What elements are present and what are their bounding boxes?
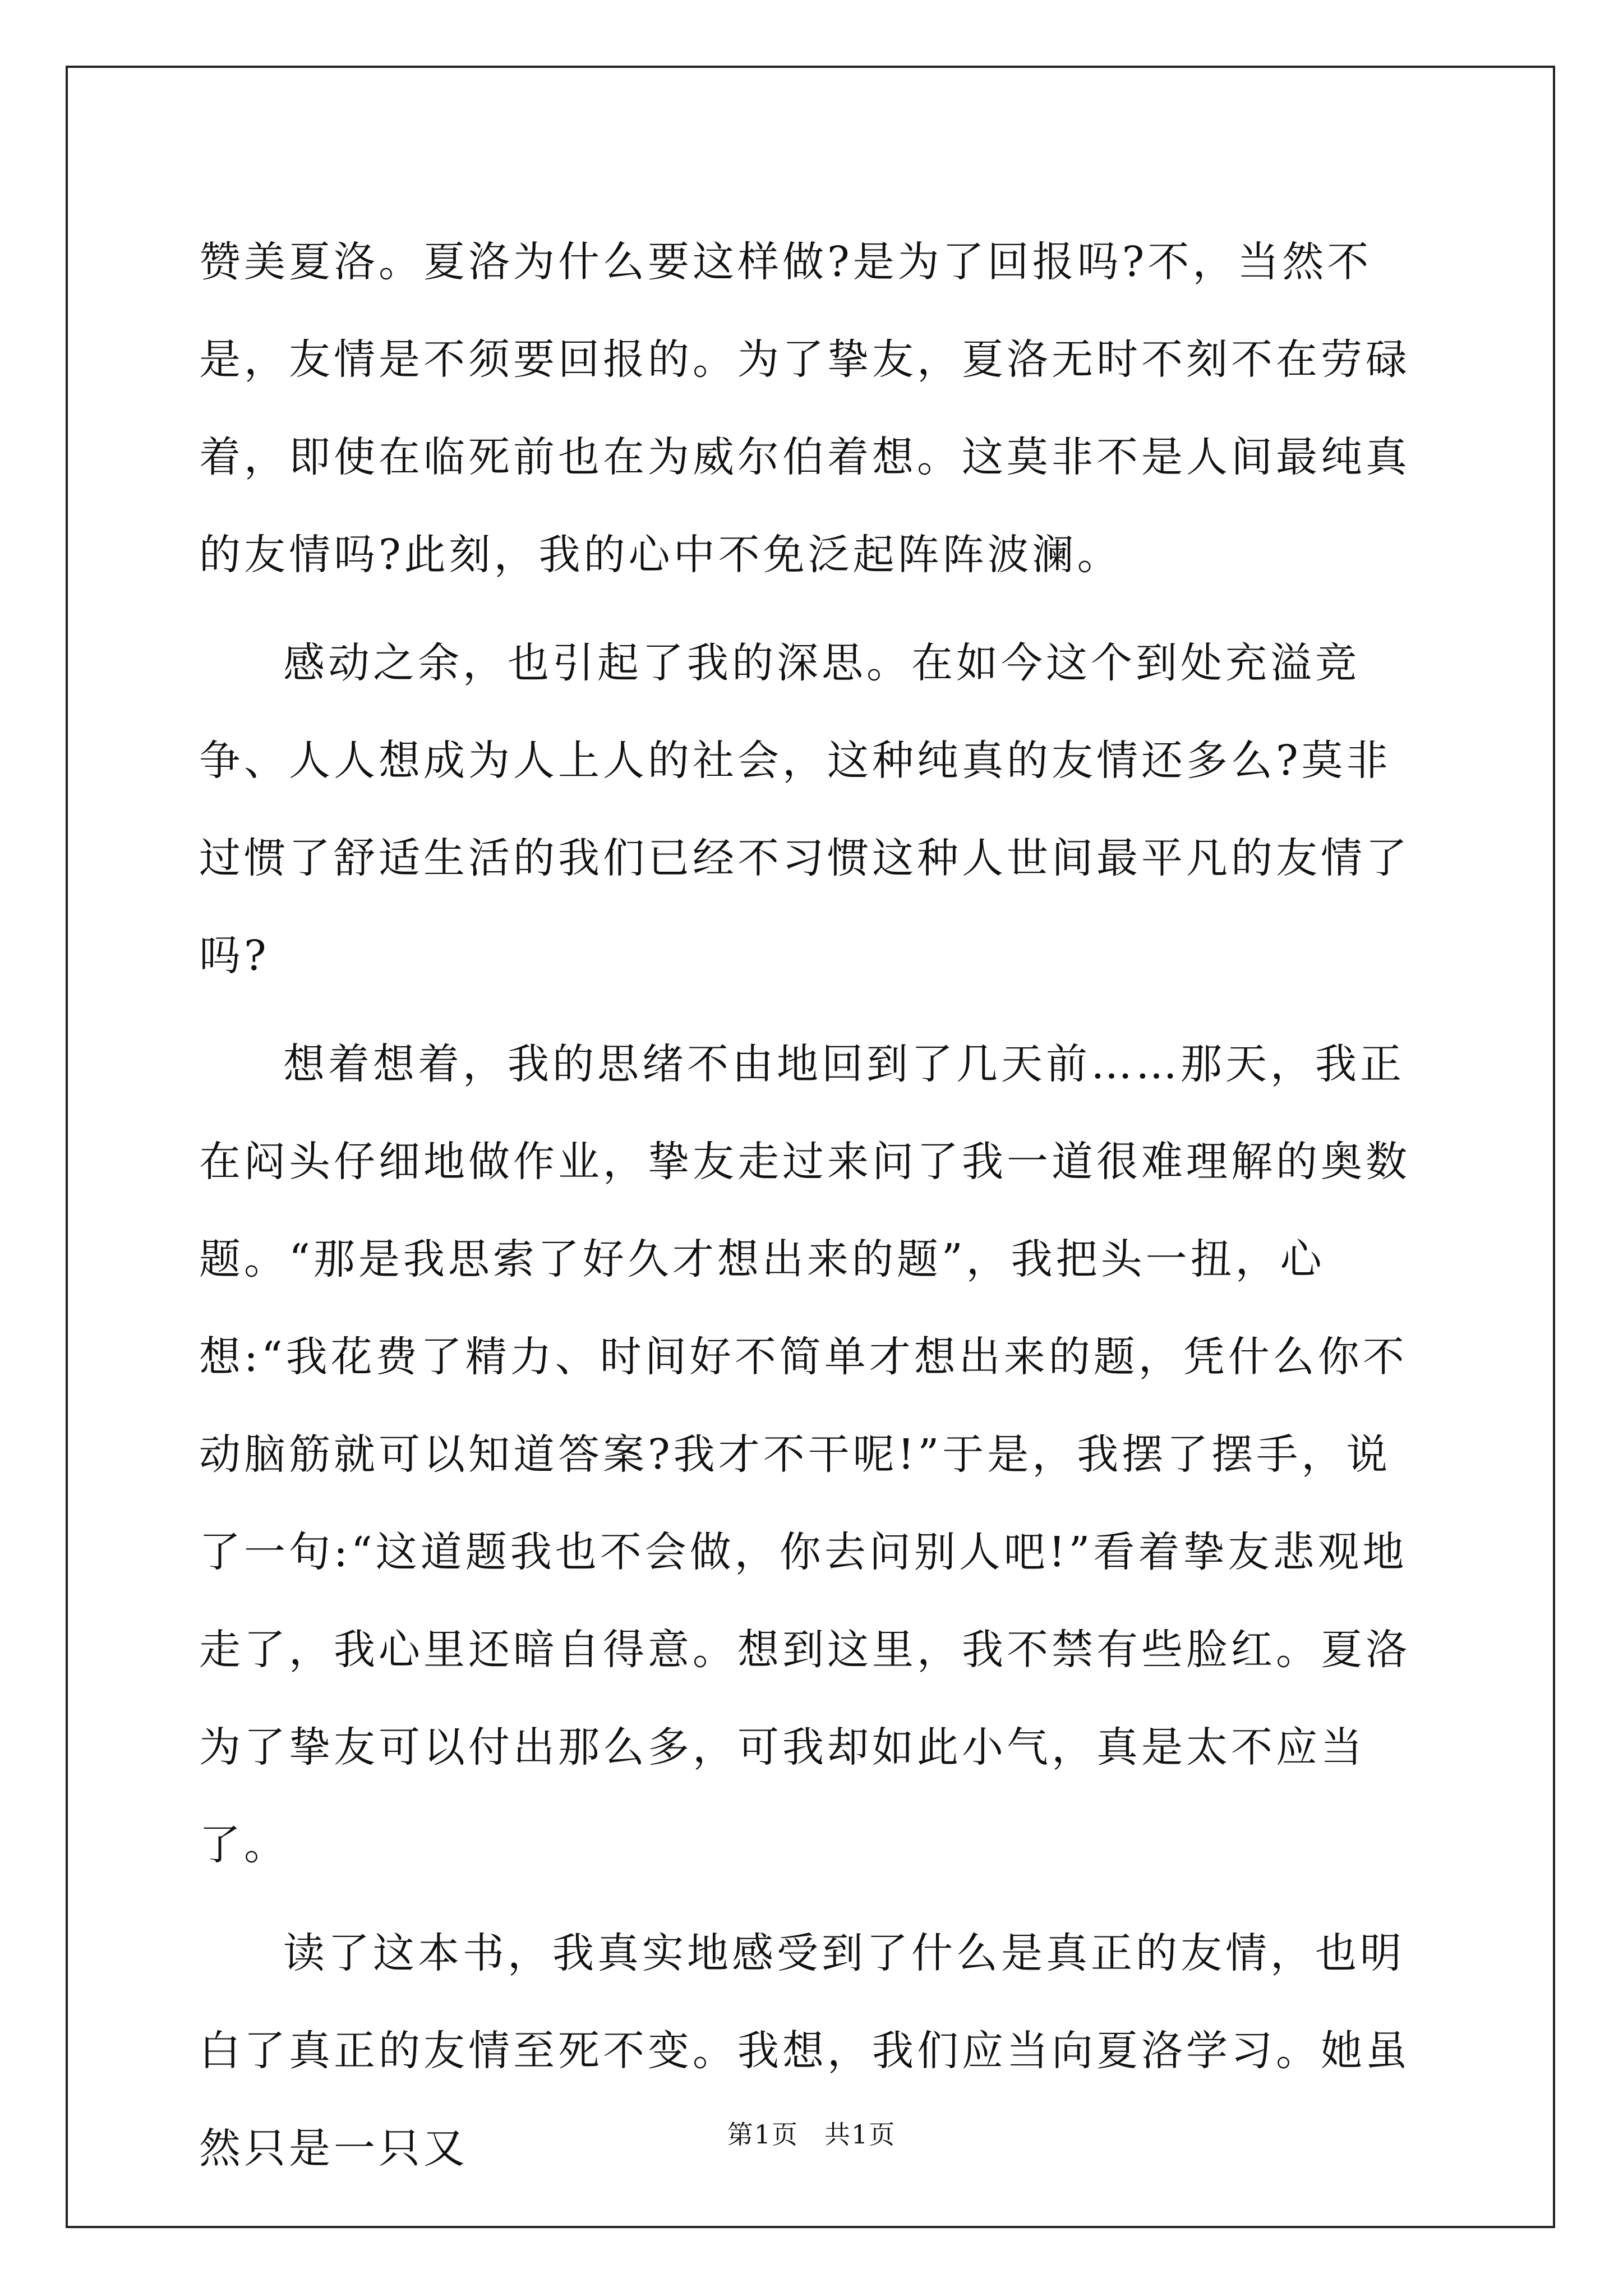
page-footer bbox=[0, 2118, 1623, 2151]
page-number: 第1页 bbox=[727, 2119, 799, 2150]
paragraph-1: 赞美夏洛。夏洛为什么要这样做?是为了回报吗?不，当然不是，友情是不须要回报的。为了挚友，夏洛无时不刻不在劳碌着，即使在临死前也在为威尔伯着想。这莫非不是人间最纯真的友情吗?此刻，我的心中不免泛起阵阵波澜。 bbox=[199, 238, 1410, 579]
paragraph-4: 读了这本书，我真实地感受到了什么是真正的友情，也明白了真正的友情至死不变。我想，我们应当向夏洛学习。她虽然只是一只又 bbox=[199, 1929, 1410, 2173]
paragraph-3: 想着想着，我的思绪不由地回到了几天前……那天，我正在闷头仔细地做作业，挚友走过来问了我一道很难理解的奥数题。“那是我思索了好久才想出来的题”，我把头一扭，心想:“我花费了精力、时间好不简单才想出来的题，凭什么你不动脑筋就可以知道答案?我才不干呢!”于是，我摆了摆手，说了一句:“这道题我也不会做，你去问别人吧!”看着挚友悲观地走了，我心里还暗自得意。想到这里，我不禁有些脸红。夏洛为了挚友可以付出那么多，可我却如此小气，真是太不应当了。 bbox=[199, 1040, 1410, 1869]
page-total: 共1页 bbox=[824, 2119, 896, 2150]
document-body bbox=[199, 213, 1433, 2208]
paragraph-2: 感动之余，也引起了我的深思。在如今这个到处充溢竞争、人人想成为人上人的社会，这种纯真的友情还多么?莫非过惯了舒适生活的我们已经不习惯这种人世间最平凡的友情了吗? bbox=[199, 639, 1410, 980]
